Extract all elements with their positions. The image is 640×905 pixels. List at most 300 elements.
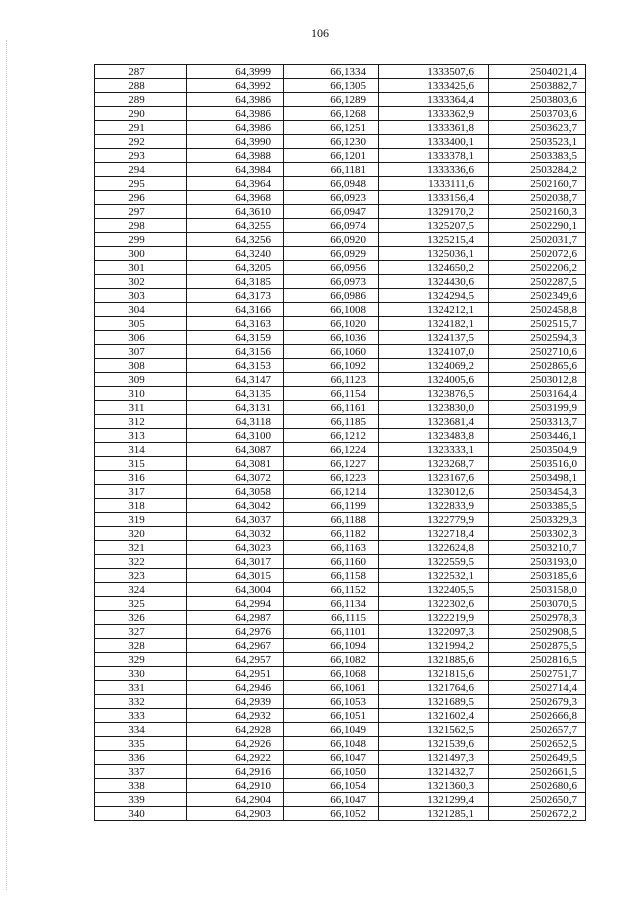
longitude-cell: 66,1230 — [284, 135, 379, 149]
latitude-cell: 64,3037 — [187, 513, 284, 527]
latitude-cell: 64,3032 — [187, 527, 284, 541]
point-number-cell: 313 — [95, 429, 187, 443]
latitude-cell: 64,3205 — [187, 261, 284, 275]
x-coordinate-cell: 1322718,4 — [379, 527, 489, 541]
longitude-cell: 66,1082 — [284, 653, 379, 667]
table-row — [95, 611, 586, 625]
table-row — [95, 93, 586, 107]
y-coordinate-cell: 2502751,7 — [489, 667, 586, 681]
latitude-cell: 64,2910 — [187, 779, 284, 793]
x-coordinate-cell: 1324107,0 — [379, 345, 489, 359]
point-number-cell: 339 — [95, 793, 187, 807]
table-row — [95, 387, 586, 401]
y-coordinate-cell: 2503185,6 — [489, 569, 586, 583]
y-coordinate-cell: 2502031,7 — [489, 233, 586, 247]
longitude-cell: 66,1049 — [284, 723, 379, 737]
table-row — [95, 499, 586, 513]
point-number-cell: 305 — [95, 317, 187, 331]
point-number-cell: 315 — [95, 457, 187, 471]
latitude-cell: 64,3992 — [187, 79, 284, 93]
table-row — [95, 793, 586, 807]
point-number-cell: 297 — [95, 205, 187, 219]
y-coordinate-cell: 2503284,2 — [489, 163, 586, 177]
x-coordinate-cell: 1321994,2 — [379, 639, 489, 653]
y-coordinate-cell: 2502160,3 — [489, 205, 586, 219]
y-coordinate-cell: 2502657,7 — [489, 723, 586, 737]
point-number-cell: 316 — [95, 471, 187, 485]
table-row — [95, 681, 586, 695]
x-coordinate-cell: 1321602,4 — [379, 709, 489, 723]
latitude-cell: 64,2987 — [187, 611, 284, 625]
y-coordinate-cell: 2502287,5 — [489, 275, 586, 289]
table-row — [95, 723, 586, 737]
x-coordinate-cell: 1321497,3 — [379, 751, 489, 765]
point-number-cell: 291 — [95, 121, 187, 135]
longitude-cell: 66,1212 — [284, 429, 379, 443]
table-row — [95, 401, 586, 415]
y-coordinate-cell: 2502206,2 — [489, 261, 586, 275]
table-row — [95, 233, 586, 247]
x-coordinate-cell: 1324137,5 — [379, 331, 489, 345]
longitude-cell: 66,1199 — [284, 499, 379, 513]
y-coordinate-cell: 2502515,7 — [489, 317, 586, 331]
point-number-cell: 307 — [95, 345, 187, 359]
y-coordinate-cell: 2504021,4 — [489, 65, 586, 79]
point-number-cell: 299 — [95, 233, 187, 247]
longitude-cell: 66,1008 — [284, 303, 379, 317]
point-number-cell: 309 — [95, 373, 187, 387]
longitude-cell: 66,1053 — [284, 695, 379, 709]
point-number-cell: 293 — [95, 149, 187, 163]
x-coordinate-cell: 1322097,3 — [379, 625, 489, 639]
latitude-cell: 64,3990 — [187, 135, 284, 149]
longitude-cell: 66,1305 — [284, 79, 379, 93]
table-row — [95, 709, 586, 723]
latitude-cell: 64,3058 — [187, 485, 284, 499]
latitude-cell: 64,2957 — [187, 653, 284, 667]
table-row — [95, 513, 586, 527]
latitude-cell: 64,3023 — [187, 541, 284, 555]
x-coordinate-cell: 1323333,1 — [379, 443, 489, 457]
y-coordinate-cell: 2502679,3 — [489, 695, 586, 709]
point-number-cell: 301 — [95, 261, 187, 275]
y-coordinate-cell: 2503623,7 — [489, 121, 586, 135]
point-number-cell: 318 — [95, 499, 187, 513]
longitude-cell: 66,1268 — [284, 107, 379, 121]
point-number-cell: 294 — [95, 163, 187, 177]
table-row — [95, 317, 586, 331]
latitude-cell: 64,3017 — [187, 555, 284, 569]
y-coordinate-cell: 2503803,6 — [489, 93, 586, 107]
x-coordinate-cell: 1333378,1 — [379, 149, 489, 163]
table-row — [95, 149, 586, 163]
point-number-cell: 287 — [95, 65, 187, 79]
latitude-cell: 64,3240 — [187, 247, 284, 261]
y-coordinate-cell: 2502650,7 — [489, 793, 586, 807]
table-row — [95, 345, 586, 359]
point-number-cell: 337 — [95, 765, 187, 779]
y-coordinate-cell: 2503504,9 — [489, 443, 586, 457]
x-coordinate-cell: 1324430,6 — [379, 275, 489, 289]
y-coordinate-cell: 2503012,8 — [489, 373, 586, 387]
longitude-cell: 66,1227 — [284, 457, 379, 471]
y-coordinate-cell: 2503302,3 — [489, 527, 586, 541]
table-row — [95, 653, 586, 667]
longitude-cell: 66,1061 — [284, 681, 379, 695]
point-number-cell: 317 — [95, 485, 187, 499]
longitude-cell: 66,1134 — [284, 597, 379, 611]
table-row — [95, 359, 586, 373]
y-coordinate-cell: 2503385,5 — [489, 499, 586, 513]
x-coordinate-cell: 1323483,8 — [379, 429, 489, 443]
longitude-cell: 66,1154 — [284, 387, 379, 401]
table-row — [95, 163, 586, 177]
y-coordinate-cell: 2503164,4 — [489, 387, 586, 401]
y-coordinate-cell: 2502594,3 — [489, 331, 586, 345]
x-coordinate-cell: 1333111,6 — [379, 177, 489, 191]
x-coordinate-cell: 1321764,6 — [379, 681, 489, 695]
y-coordinate-cell: 2502672,2 — [489, 807, 586, 821]
latitude-cell: 64,3986 — [187, 107, 284, 121]
latitude-cell: 64,3163 — [187, 317, 284, 331]
point-number-cell: 306 — [95, 331, 187, 345]
latitude-cell: 64,3166 — [187, 303, 284, 317]
longitude-cell: 66,1101 — [284, 625, 379, 639]
longitude-cell: 66,1188 — [284, 513, 379, 527]
latitude-cell: 64,3986 — [187, 93, 284, 107]
y-coordinate-cell: 2503199,9 — [489, 401, 586, 415]
point-number-cell: 328 — [95, 639, 187, 653]
table-row — [95, 807, 586, 821]
point-number-cell: 330 — [95, 667, 187, 681]
table-row — [95, 443, 586, 457]
x-coordinate-cell: 1321299,4 — [379, 793, 489, 807]
y-coordinate-cell: 2502349,6 — [489, 289, 586, 303]
x-coordinate-cell: 1321360,3 — [379, 779, 489, 793]
longitude-cell: 66,1050 — [284, 765, 379, 779]
point-number-cell: 336 — [95, 751, 187, 765]
x-coordinate-cell: 1333156,4 — [379, 191, 489, 205]
table-row — [95, 541, 586, 555]
x-coordinate-cell: 1322559,5 — [379, 555, 489, 569]
y-coordinate-cell: 2502072,6 — [489, 247, 586, 261]
point-number-cell: 314 — [95, 443, 187, 457]
table-row — [95, 527, 586, 541]
y-coordinate-cell: 2502908,5 — [489, 625, 586, 639]
x-coordinate-cell: 1333362,9 — [379, 107, 489, 121]
table-row — [95, 737, 586, 751]
latitude-cell: 64,3118 — [187, 415, 284, 429]
y-coordinate-cell: 2502038,7 — [489, 191, 586, 205]
table-row — [95, 597, 586, 611]
x-coordinate-cell: 1333425,6 — [379, 79, 489, 93]
table-row — [95, 261, 586, 275]
y-coordinate-cell: 2502714,4 — [489, 681, 586, 695]
longitude-cell: 66,1158 — [284, 569, 379, 583]
y-coordinate-cell: 2502649,5 — [489, 751, 586, 765]
latitude-cell: 64,2926 — [187, 737, 284, 751]
latitude-cell: 64,2946 — [187, 681, 284, 695]
latitude-cell: 64,2904 — [187, 793, 284, 807]
point-number-cell: 300 — [95, 247, 187, 261]
longitude-cell: 66,1152 — [284, 583, 379, 597]
x-coordinate-cell: 1322532,1 — [379, 569, 489, 583]
longitude-cell: 66,1052 — [284, 807, 379, 821]
y-coordinate-cell: 2503882,7 — [489, 79, 586, 93]
y-coordinate-cell: 2502816,5 — [489, 653, 586, 667]
x-coordinate-cell: 1325036,1 — [379, 247, 489, 261]
point-number-cell: 298 — [95, 219, 187, 233]
latitude-cell: 64,3135 — [187, 387, 284, 401]
longitude-cell: 66,1094 — [284, 639, 379, 653]
table-row — [95, 695, 586, 709]
y-coordinate-cell: 2503383,5 — [489, 149, 586, 163]
x-coordinate-cell: 1321885,6 — [379, 653, 489, 667]
point-number-cell: 303 — [95, 289, 187, 303]
longitude-cell: 66,1334 — [284, 65, 379, 79]
x-coordinate-cell: 1322624,8 — [379, 541, 489, 555]
y-coordinate-cell: 2502710,6 — [489, 345, 586, 359]
x-coordinate-cell: 1333364,4 — [379, 93, 489, 107]
longitude-cell: 66,1060 — [284, 345, 379, 359]
x-coordinate-cell: 1321689,5 — [379, 695, 489, 709]
longitude-cell: 66,1036 — [284, 331, 379, 345]
table-row — [95, 765, 586, 779]
latitude-cell: 64,3256 — [187, 233, 284, 247]
longitude-cell: 66,1092 — [284, 359, 379, 373]
y-coordinate-cell: 2502875,5 — [489, 639, 586, 653]
longitude-cell: 66,0986 — [284, 289, 379, 303]
y-coordinate-cell: 2502160,7 — [489, 177, 586, 191]
x-coordinate-cell: 1321562,5 — [379, 723, 489, 737]
x-coordinate-cell: 1322779,9 — [379, 513, 489, 527]
table-row — [95, 275, 586, 289]
x-coordinate-cell: 1321285,1 — [379, 807, 489, 821]
longitude-cell: 66,1201 — [284, 149, 379, 163]
y-coordinate-cell: 2503193,0 — [489, 555, 586, 569]
latitude-cell: 64,3131 — [187, 401, 284, 415]
longitude-cell: 66,1214 — [284, 485, 379, 499]
point-number-cell: 311 — [95, 401, 187, 415]
x-coordinate-cell: 1325215,4 — [379, 233, 489, 247]
longitude-cell: 66,1047 — [284, 751, 379, 765]
longitude-cell: 66,0956 — [284, 261, 379, 275]
table-row — [95, 555, 586, 569]
x-coordinate-cell: 1324005,6 — [379, 373, 489, 387]
table-row — [95, 429, 586, 443]
y-coordinate-cell: 2503454,3 — [489, 485, 586, 499]
table-row — [95, 107, 586, 121]
x-coordinate-cell: 1333361,8 — [379, 121, 489, 135]
x-coordinate-cell: 1323681,4 — [379, 415, 489, 429]
point-number-cell: 329 — [95, 653, 187, 667]
longitude-cell: 66,1054 — [284, 779, 379, 793]
x-coordinate-cell: 1322405,5 — [379, 583, 489, 597]
latitude-cell: 64,2922 — [187, 751, 284, 765]
y-coordinate-cell: 2503313,7 — [489, 415, 586, 429]
point-number-cell: 319 — [95, 513, 187, 527]
latitude-cell: 64,3081 — [187, 457, 284, 471]
longitude-cell: 66,1182 — [284, 527, 379, 541]
longitude-cell: 66,0947 — [284, 205, 379, 219]
latitude-cell: 64,3968 — [187, 191, 284, 205]
y-coordinate-cell: 2502666,8 — [489, 709, 586, 723]
point-number-cell: 332 — [95, 695, 187, 709]
latitude-cell: 64,3986 — [187, 121, 284, 135]
x-coordinate-cell: 1321539,6 — [379, 737, 489, 751]
point-number-cell: 289 — [95, 93, 187, 107]
page-number: 106 — [311, 26, 329, 40]
y-coordinate-cell: 2502652,5 — [489, 737, 586, 751]
point-number-cell: 312 — [95, 415, 187, 429]
y-coordinate-cell: 2502680,6 — [489, 779, 586, 793]
longitude-cell: 66,0948 — [284, 177, 379, 191]
longitude-cell: 66,0923 — [284, 191, 379, 205]
point-number-cell: 302 — [95, 275, 187, 289]
longitude-cell: 66,1160 — [284, 555, 379, 569]
longitude-cell: 66,1251 — [284, 121, 379, 135]
latitude-cell: 64,3185 — [187, 275, 284, 289]
longitude-cell: 66,1020 — [284, 317, 379, 331]
latitude-cell: 64,3072 — [187, 471, 284, 485]
latitude-cell: 64,3156 — [187, 345, 284, 359]
latitude-cell: 64,3610 — [187, 205, 284, 219]
longitude-cell: 66,1123 — [284, 373, 379, 387]
latitude-cell: 64,3159 — [187, 331, 284, 345]
y-coordinate-cell: 2502290,1 — [489, 219, 586, 233]
table-row — [95, 373, 586, 387]
x-coordinate-cell: 1322302,6 — [379, 597, 489, 611]
latitude-cell: 64,3255 — [187, 219, 284, 233]
table-row — [95, 667, 586, 681]
point-number-cell: 304 — [95, 303, 187, 317]
table-row — [95, 177, 586, 191]
point-number-cell: 296 — [95, 191, 187, 205]
latitude-cell: 64,2967 — [187, 639, 284, 653]
latitude-cell: 64,3147 — [187, 373, 284, 387]
point-number-cell: 334 — [95, 723, 187, 737]
longitude-cell: 66,0973 — [284, 275, 379, 289]
y-coordinate-cell: 2503329,3 — [489, 513, 586, 527]
table-row — [95, 415, 586, 429]
latitude-cell: 64,3964 — [187, 177, 284, 191]
point-number-cell: 340 — [95, 807, 187, 821]
latitude-cell: 64,3999 — [187, 65, 284, 79]
table-row — [95, 289, 586, 303]
point-number-cell: 324 — [95, 583, 187, 597]
y-coordinate-cell: 2502865,6 — [489, 359, 586, 373]
table-row — [95, 569, 586, 583]
longitude-cell: 66,1181 — [284, 163, 379, 177]
point-number-cell: 290 — [95, 107, 187, 121]
latitude-cell: 64,2916 — [187, 765, 284, 779]
table-row — [95, 471, 586, 485]
latitude-cell: 64,2976 — [187, 625, 284, 639]
latitude-cell: 64,3984 — [187, 163, 284, 177]
y-coordinate-cell: 2503446,1 — [489, 429, 586, 443]
longitude-cell: 66,0920 — [284, 233, 379, 247]
longitude-cell: 66,1185 — [284, 415, 379, 429]
y-coordinate-cell: 2502978,3 — [489, 611, 586, 625]
table-row — [95, 485, 586, 499]
y-coordinate-cell: 2503703,6 — [489, 107, 586, 121]
y-coordinate-cell: 2503523,1 — [489, 135, 586, 149]
table-row — [95, 219, 586, 233]
table-row — [95, 331, 586, 345]
latitude-cell: 64,3153 — [187, 359, 284, 373]
latitude-cell: 64,2951 — [187, 667, 284, 681]
x-coordinate-cell: 1323268,7 — [379, 457, 489, 471]
longitude-cell: 66,1163 — [284, 541, 379, 555]
x-coordinate-cell: 1325207,5 — [379, 219, 489, 233]
longitude-cell: 66,1047 — [284, 793, 379, 807]
point-number-cell: 321 — [95, 541, 187, 555]
x-coordinate-cell: 1333507,6 — [379, 65, 489, 79]
longitude-cell: 66,1048 — [284, 737, 379, 751]
table-row — [95, 135, 586, 149]
x-coordinate-cell: 1323167,6 — [379, 471, 489, 485]
y-coordinate-cell: 2502661,5 — [489, 765, 586, 779]
point-number-cell: 320 — [95, 527, 187, 541]
point-number-cell: 292 — [95, 135, 187, 149]
point-number-cell: 323 — [95, 569, 187, 583]
longitude-cell: 66,1224 — [284, 443, 379, 457]
point-number-cell: 308 — [95, 359, 187, 373]
table-row — [95, 247, 586, 261]
latitude-cell: 64,3004 — [187, 583, 284, 597]
point-number-cell: 295 — [95, 177, 187, 191]
latitude-cell: 64,2928 — [187, 723, 284, 737]
x-coordinate-cell: 1323876,5 — [379, 387, 489, 401]
x-coordinate-cell: 1322219,9 — [379, 611, 489, 625]
latitude-cell: 64,3988 — [187, 149, 284, 163]
y-coordinate-cell: 2503516,0 — [489, 457, 586, 471]
table-row — [95, 205, 586, 219]
longitude-cell: 66,1068 — [284, 667, 379, 681]
longitude-cell: 66,1223 — [284, 471, 379, 485]
latitude-cell: 64,3173 — [187, 289, 284, 303]
table-row — [95, 583, 586, 597]
latitude-cell: 64,3087 — [187, 443, 284, 457]
point-number-cell: 322 — [95, 555, 187, 569]
table-row — [95, 303, 586, 317]
y-coordinate-cell: 2503210,7 — [489, 541, 586, 555]
x-coordinate-cell: 1324212,1 — [379, 303, 489, 317]
table-row — [95, 625, 586, 639]
coordinates-table-body — [95, 65, 586, 821]
latitude-cell: 64,3100 — [187, 429, 284, 443]
point-number-cell: 331 — [95, 681, 187, 695]
left-margin-line — [6, 40, 7, 890]
latitude-cell: 64,2939 — [187, 695, 284, 709]
point-number-cell: 338 — [95, 779, 187, 793]
point-number-cell: 333 — [95, 709, 187, 723]
latitude-cell: 64,3042 — [187, 499, 284, 513]
latitude-cell: 64,2903 — [187, 807, 284, 821]
x-coordinate-cell: 1323012,6 — [379, 485, 489, 499]
point-number-cell: 288 — [95, 79, 187, 93]
x-coordinate-cell: 1333400,1 — [379, 135, 489, 149]
x-coordinate-cell: 1329170,2 — [379, 205, 489, 219]
latitude-cell: 64,2932 — [187, 709, 284, 723]
point-number-cell: 325 — [95, 597, 187, 611]
table-row — [95, 779, 586, 793]
longitude-cell: 66,1115 — [284, 611, 379, 625]
longitude-cell: 66,1289 — [284, 93, 379, 107]
point-number-cell: 326 — [95, 611, 187, 625]
latitude-cell: 64,2994 — [187, 597, 284, 611]
y-coordinate-cell: 2503070,5 — [489, 597, 586, 611]
